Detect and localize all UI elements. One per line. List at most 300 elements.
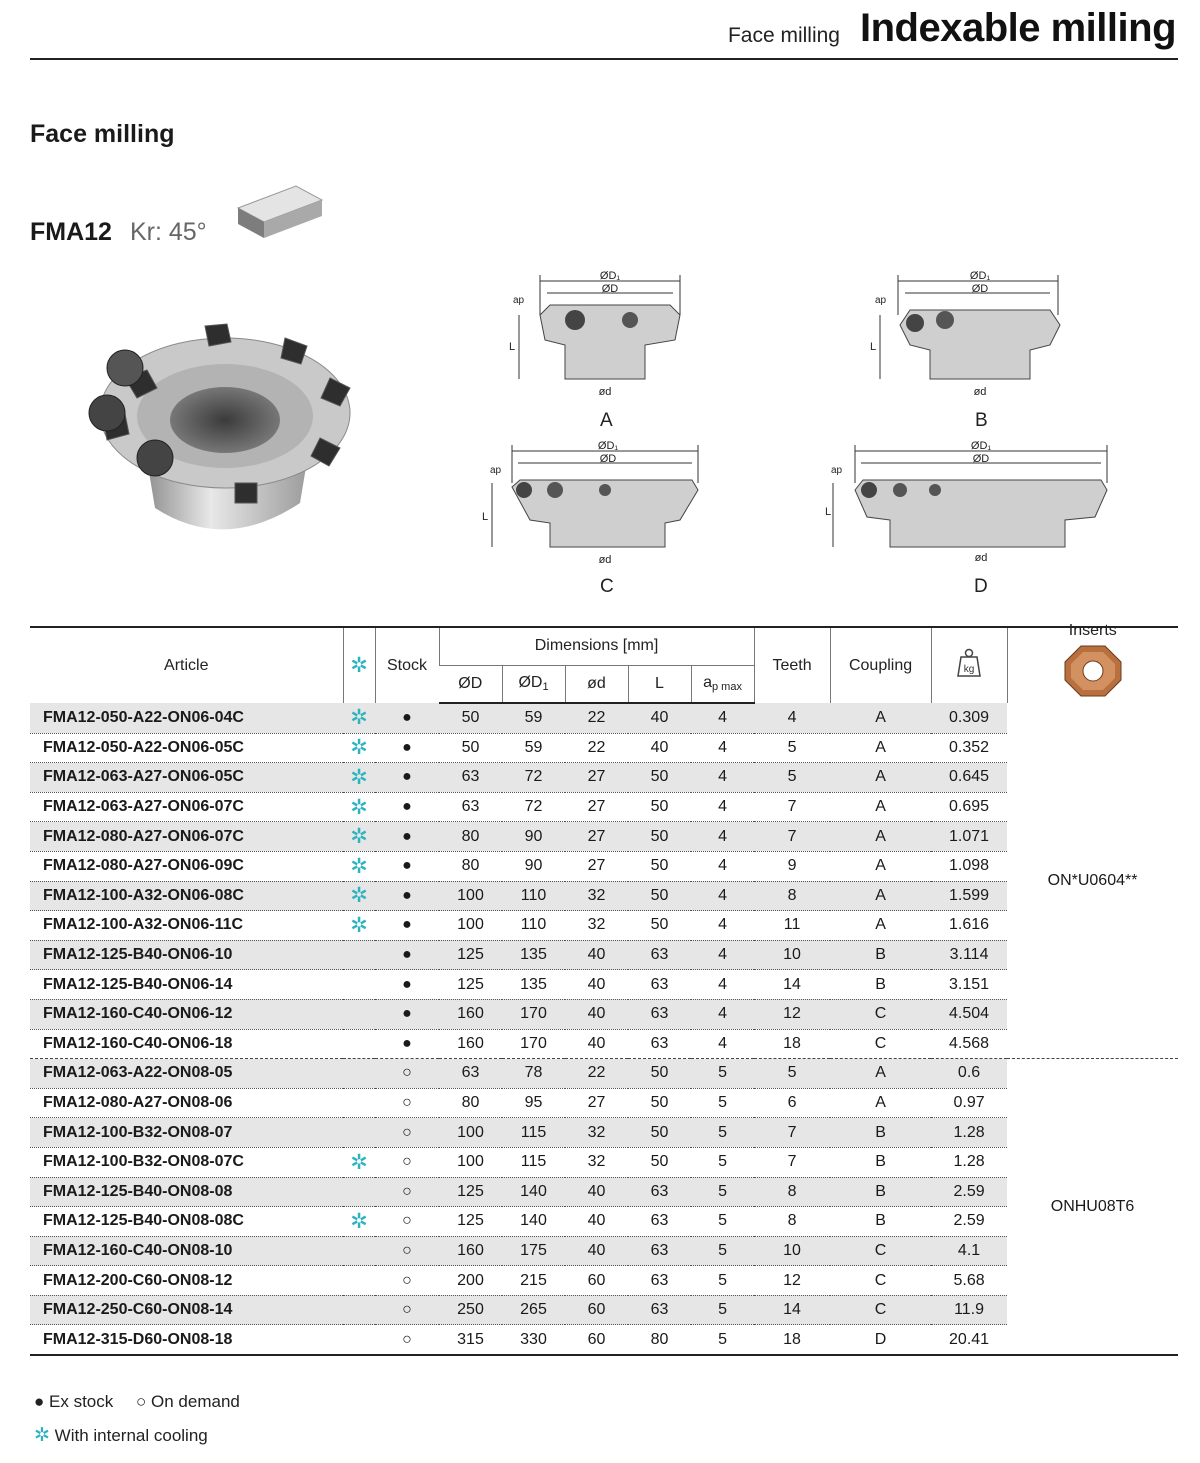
cell-article: FMA12-050-A22-ON06-05C [30,733,343,763]
cell-weight: 0.6 [931,1059,1007,1089]
cell-l: 80 [628,1325,691,1355]
cell-article: FMA12-100-B32-ON08-07C [30,1147,343,1177]
cell-ap: 4 [691,822,754,852]
cell-teeth: 12 [754,1266,830,1296]
cell-coupling: A [830,822,931,852]
cell-small-d: 60 [565,1325,628,1355]
cell-d: 100 [439,911,502,941]
cell-teeth: 18 [754,1325,830,1355]
cell-weight: 1.071 [931,822,1007,852]
cell-d: 80 [439,851,502,881]
cell-cooling-icon [343,1059,375,1089]
table-row [30,792,1178,822]
header-dimensions: Dimensions [mm] [439,627,754,665]
cell-teeth: 12 [754,999,830,1029]
cell-ap: 5 [691,1236,754,1266]
diagram-d-label-ap: ap [831,465,843,476]
cell-coupling: B [830,1118,931,1148]
diagram-d-label-d1: ØD₁ [970,440,992,452]
cell-small-d: 40 [565,999,628,1029]
cell-teeth: 7 [754,1118,830,1148]
cell-cooling-icon: ✲ [343,1147,375,1177]
cell-article: FMA12-063-A27-ON06-07C [30,792,343,822]
diagram-c-label-ap: ap [490,465,502,476]
cell-d1: 95 [502,1088,565,1118]
cell-weight: 0.645 [931,763,1007,793]
cell-stock: ○ [375,1059,439,1089]
cell-ap: 4 [691,940,754,970]
diagram-b-letter: B [975,410,988,431]
cell-d: 125 [439,970,502,1000]
cell-l: 50 [628,822,691,852]
table-row [30,1147,1178,1177]
cell-small-d: 32 [565,881,628,911]
cell-coupling: A [830,1059,931,1089]
cell-stock: ○ [375,1207,439,1237]
cell-weight: 1.098 [931,851,1007,881]
cell-cooling-icon: ✲ [343,733,375,763]
cell-cooling-icon [343,1088,375,1118]
cell-weight: 5.68 [931,1266,1007,1296]
header-teeth: Teeth [754,627,830,703]
header-subtitle: Face milling [727,24,840,47]
header-cooling-icon: ✲ [343,627,375,703]
cell-insert-type: ONHU08T6 [1007,1059,1178,1355]
cell-ap: 4 [691,703,754,733]
cell-l: 63 [628,940,691,970]
cell-coupling: A [830,733,931,763]
cell-coupling: B [830,940,931,970]
cell-teeth: 8 [754,1207,830,1237]
cell-weight: 20.41 [931,1325,1007,1355]
table-row [30,911,1178,941]
header-d1: $ØD_1$ [502,665,565,703]
cell-coupling: C [830,1266,931,1296]
cell-article: FMA12-100-B32-ON08-07 [30,1118,343,1148]
cell-d: 63 [439,792,502,822]
cell-article: FMA12-080-A27-ON08-06 [30,1088,343,1118]
cell-small-d: 60 [565,1295,628,1325]
diagram-d-letter: D [974,576,988,597]
table-row [30,1177,1178,1207]
cell-weight: 2.59 [931,1207,1007,1237]
header-article: Article [30,627,343,703]
cell-l: 50 [628,792,691,822]
cell-l: 50 [628,1147,691,1177]
cooling-icon: ✲ [34,1425,50,1446]
cell-teeth: 8 [754,1177,830,1207]
cell-cooling-icon: ✲ [343,1207,375,1237]
cell-ap: 4 [691,763,754,793]
cell-l: 63 [628,970,691,1000]
cell-d1: 215 [502,1266,565,1296]
cell-cooling-icon [343,1295,375,1325]
cell-coupling: A [830,911,931,941]
cell-d: 100 [439,1147,502,1177]
cell-article: FMA12-125-B40-ON08-08 [30,1177,343,1207]
cell-d: 125 [439,1177,502,1207]
weight-icon [956,648,982,678]
cell-stock: ● [375,911,439,941]
cell-cooling-icon [343,940,375,970]
cell-article: FMA12-125-B40-ON06-14 [30,970,343,1000]
cell-d1: 265 [502,1295,565,1325]
on-demand-label: On demand [151,1392,240,1411]
table-row [30,881,1178,911]
legend-cooling [34,1424,208,1447]
table-row [30,1266,1178,1296]
diagram-b-label-d: ØD [971,283,989,295]
table-row [30,763,1178,793]
cell-article: FMA12-160-C40-ON08-10 [30,1236,343,1266]
table-row [30,1295,1178,1325]
cell-weight: 4.504 [931,999,1007,1029]
cell-article: FMA12-200-C60-ON08-12 [30,1266,343,1296]
cell-l: 63 [628,999,691,1029]
page-header [30,0,1178,60]
cell-coupling: A [830,703,931,733]
cell-d1: 110 [502,911,565,941]
cell-coupling: A [830,881,931,911]
cell-d1: 140 [502,1207,565,1237]
cell-small-d: 40 [565,970,628,1000]
cell-coupling: C [830,1029,931,1059]
cell-weight: 1.599 [931,881,1007,911]
cell-article: FMA12-063-A22-ON08-05 [30,1059,343,1089]
cell-weight: 1.28 [931,1147,1007,1177]
cell-stock: ○ [375,1118,439,1148]
diagram-c-label-small-d: ød [598,554,612,566]
cell-article: FMA12-250-C60-ON08-14 [30,1295,343,1325]
header-weight [931,627,1007,703]
insert-icon [1063,644,1123,698]
cell-d1: 115 [502,1147,565,1177]
cell-weight: 2.59 [931,1177,1007,1207]
cell-d: 250 [439,1295,502,1325]
cell-small-d: 40 [565,1177,628,1207]
cell-coupling: A [830,851,931,881]
cell-cooling-icon [343,1236,375,1266]
cell-ap: 5 [691,1147,754,1177]
cell-teeth: 11 [754,911,830,941]
header-coupling: Coupling [830,627,931,703]
cell-l: 50 [628,1059,691,1089]
cell-small-d: 40 [565,1236,628,1266]
cell-stock: ● [375,999,439,1029]
cell-stock: ● [375,703,439,733]
cell-article: FMA12-063-A27-ON06-05C [30,763,343,793]
diagram-c [480,435,710,575]
diagram-a-label-ap: ap [513,295,525,306]
cell-l: 50 [628,911,691,941]
section-title: Face milling [30,120,175,148]
cell-d1: 78 [502,1059,565,1089]
cell-l: 63 [628,1295,691,1325]
cell-d: 160 [439,999,502,1029]
cell-small-d: 22 [565,703,628,733]
cell-l: 50 [628,881,691,911]
diagram-c-label-d1: ØD₁ [597,440,619,452]
table-row [30,703,1178,733]
cell-l: 50 [628,763,691,793]
diagram-b-label-small-d: ød [973,386,987,398]
diagram-a-label-small-d: ød [598,386,612,398]
cell-stock: ○ [375,1325,439,1355]
header-ap: $a_{p max}$ [691,665,754,703]
cell-stock: ● [375,763,439,793]
cell-d1: 59 [502,703,565,733]
cell-d: 50 [439,733,502,763]
cell-l: 63 [628,1029,691,1059]
cell-ap: 5 [691,1118,754,1148]
cell-cooling-icon: ✲ [343,911,375,941]
model-heading [30,218,207,247]
cell-stock: ○ [375,1147,439,1177]
cell-coupling: B [830,1207,931,1237]
cell-l: 40 [628,733,691,763]
cell-article: FMA12-315-D60-ON08-18 [30,1325,343,1355]
cell-stock: ○ [375,1236,439,1266]
cell-coupling: B [830,1147,931,1177]
cell-l: 63 [628,1236,691,1266]
table-row [30,1118,1178,1148]
cell-ap: 4 [691,970,754,1000]
cell-weight: 11.9 [931,1295,1007,1325]
cell-weight: 1.28 [931,1118,1007,1148]
cell-coupling: B [830,1177,931,1207]
cell-weight: 3.151 [931,970,1007,1000]
cell-d: 80 [439,1088,502,1118]
cell-teeth: 14 [754,970,830,1000]
cell-cooling-icon [343,1029,375,1059]
cell-ap: 4 [691,851,754,881]
table-row [30,1236,1178,1266]
cell-stock: ● [375,940,439,970]
cell-cooling-icon: ✲ [343,703,375,733]
cooling-label: With internal cooling [54,1426,208,1445]
cell-cooling-icon [343,1118,375,1148]
cell-cooling-icon [343,999,375,1029]
diagram-b-label-l: L [870,341,877,353]
cell-small-d: 27 [565,792,628,822]
milling-cutter-image [85,318,360,548]
diagram-a-label-d: ØD [601,283,619,295]
cell-d: 200 [439,1266,502,1296]
cell-teeth: 7 [754,792,830,822]
cell-d: 315 [439,1325,502,1355]
insert-shape-icon [234,180,326,242]
table-row [30,733,1178,763]
cell-l: 50 [628,1118,691,1148]
weight-unit: kg [963,664,975,675]
cell-d1: 170 [502,1029,565,1059]
cell-ap: 5 [691,1266,754,1296]
cell-article: FMA12-100-A32-ON06-08C [30,881,343,911]
cell-d1: 115 [502,1118,565,1148]
cell-cooling-icon [343,1266,375,1296]
spec-table [30,622,1178,1356]
cell-l: 63 [628,1266,691,1296]
cell-small-d: 32 [565,1118,628,1148]
cell-ap: 4 [691,881,754,911]
cell-article: FMA12-080-A27-ON06-07C [30,822,343,852]
diagram-d-label-small-d: ød [974,552,988,564]
cell-teeth: 18 [754,1029,830,1059]
table-row [30,1325,1178,1355]
header-stock: Stock [375,627,439,703]
cell-small-d: 40 [565,1207,628,1237]
cell-teeth: 4 [754,703,830,733]
cell-small-d: 32 [565,911,628,941]
cell-l: 50 [628,851,691,881]
cell-weight: 4.568 [931,1029,1007,1059]
cell-article: FMA12-160-C40-ON06-18 [30,1029,343,1059]
cell-weight: 0.309 [931,703,1007,733]
cell-cooling-icon: ✲ [343,851,375,881]
cell-article: FMA12-160-C40-ON06-12 [30,999,343,1029]
cell-stock: ● [375,1029,439,1059]
cell-stock: ● [375,851,439,881]
cell-d: 100 [439,1118,502,1148]
cell-d1: 135 [502,970,565,1000]
cell-d: 160 [439,1236,502,1266]
diagram-a [505,265,705,430]
cell-d: 50 [439,703,502,733]
header-d: ØD [439,665,502,703]
cell-small-d: 22 [565,733,628,763]
model-name: FMA12 [30,218,112,246]
cell-l: 50 [628,1088,691,1118]
header-small-d: ød [565,665,628,703]
cell-teeth: 7 [754,822,830,852]
cell-d: 80 [439,822,502,852]
cell-article: FMA12-100-A32-ON06-11C [30,911,343,941]
cell-d1: 140 [502,1177,565,1207]
cell-article: FMA12-080-A27-ON06-09C [30,851,343,881]
cell-teeth: 5 [754,1059,830,1089]
cell-weight: 1.616 [931,911,1007,941]
cell-ap: 4 [691,792,754,822]
cell-small-d: 60 [565,1266,628,1296]
cell-d: 63 [439,763,502,793]
cell-stock: ○ [375,1088,439,1118]
table-row [30,1059,1178,1089]
ex-stock-symbol: ● [34,1392,45,1411]
cell-coupling: C [830,1295,931,1325]
cell-d1: 90 [502,822,565,852]
cell-d1: 110 [502,881,565,911]
cell-ap: 4 [691,733,754,763]
table-row [30,999,1178,1029]
cell-cooling-icon: ✲ [343,881,375,911]
diagram-d [825,435,1115,575]
cell-d1: 72 [502,792,565,822]
table-row [30,1207,1178,1237]
header-l: L [628,665,691,703]
table-row [30,970,1178,1000]
cell-ap: 5 [691,1088,754,1118]
diagram-c-label-l: L [482,511,489,523]
cell-small-d: 22 [565,1059,628,1089]
cell-ap: 4 [691,911,754,941]
diagram-b-label-ap: ap [875,295,887,306]
cell-l: 40 [628,703,691,733]
cell-weight: 0.97 [931,1088,1007,1118]
ex-stock-label: Ex stock [49,1392,114,1411]
cell-teeth: 14 [754,1295,830,1325]
cell-ap: 5 [691,1295,754,1325]
cell-d1: 175 [502,1236,565,1266]
cell-ap: 4 [691,1029,754,1059]
cell-teeth: 9 [754,851,830,881]
diagram-a-label-d1: ØD₁ [599,270,621,282]
cell-weight: 0.695 [931,792,1007,822]
header-inserts-label: Inserts [1068,622,1117,639]
header-title: Indexable milling [859,6,1176,50]
cell-d: 160 [439,1029,502,1059]
legend-stock [34,1392,240,1412]
cell-d1: 59 [502,733,565,763]
cell-weight: 0.352 [931,733,1007,763]
cell-cooling-icon [343,1325,375,1355]
cell-stock: ○ [375,1177,439,1207]
cell-cooling-icon: ✲ [343,792,375,822]
diagram-c-letter: C [600,576,614,597]
diagram-d-label-d: ØD [972,453,990,465]
cell-l: 63 [628,1177,691,1207]
cell-small-d: 27 [565,763,628,793]
cell-teeth: 5 [754,733,830,763]
table-row [30,1029,1178,1059]
diagram-c-label-d: ØD [599,453,617,465]
cell-coupling: A [830,792,931,822]
cell-small-d: 40 [565,1029,628,1059]
cell-stock: ○ [375,1266,439,1296]
cell-stock: ● [375,970,439,1000]
diagram-b-label-d1: ØD₁ [969,270,991,282]
cell-d: 125 [439,1207,502,1237]
model-kr: Kr: 45° [129,218,207,246]
cell-teeth: 6 [754,1088,830,1118]
cell-cooling-icon [343,970,375,1000]
cell-coupling: C [830,1236,931,1266]
cell-small-d: 27 [565,822,628,852]
cell-small-d: 27 [565,1088,628,1118]
cell-ap: 5 [691,1325,754,1355]
cell-teeth: 8 [754,881,830,911]
cell-small-d: 32 [565,1147,628,1177]
cell-weight: 3.114 [931,940,1007,970]
cell-weight: 4.1 [931,1236,1007,1266]
cell-insert-type: ON*U0604** [1007,703,1178,1059]
cell-d: 100 [439,881,502,911]
cell-stock: ● [375,881,439,911]
cell-d1: 90 [502,851,565,881]
header-inserts [1007,622,1178,703]
table-row [30,851,1178,881]
cell-ap: 4 [691,999,754,1029]
cell-teeth: 7 [754,1147,830,1177]
diagram-a-label-l: L [509,341,516,353]
cell-d: 63 [439,1059,502,1089]
cell-cooling-icon: ✲ [343,822,375,852]
cell-l: 63 [628,1207,691,1237]
cell-small-d: 40 [565,940,628,970]
cell-teeth: 5 [754,763,830,793]
diagram-a-letter: A [600,410,613,431]
cell-d: 125 [439,940,502,970]
cell-coupling: B [830,970,931,1000]
